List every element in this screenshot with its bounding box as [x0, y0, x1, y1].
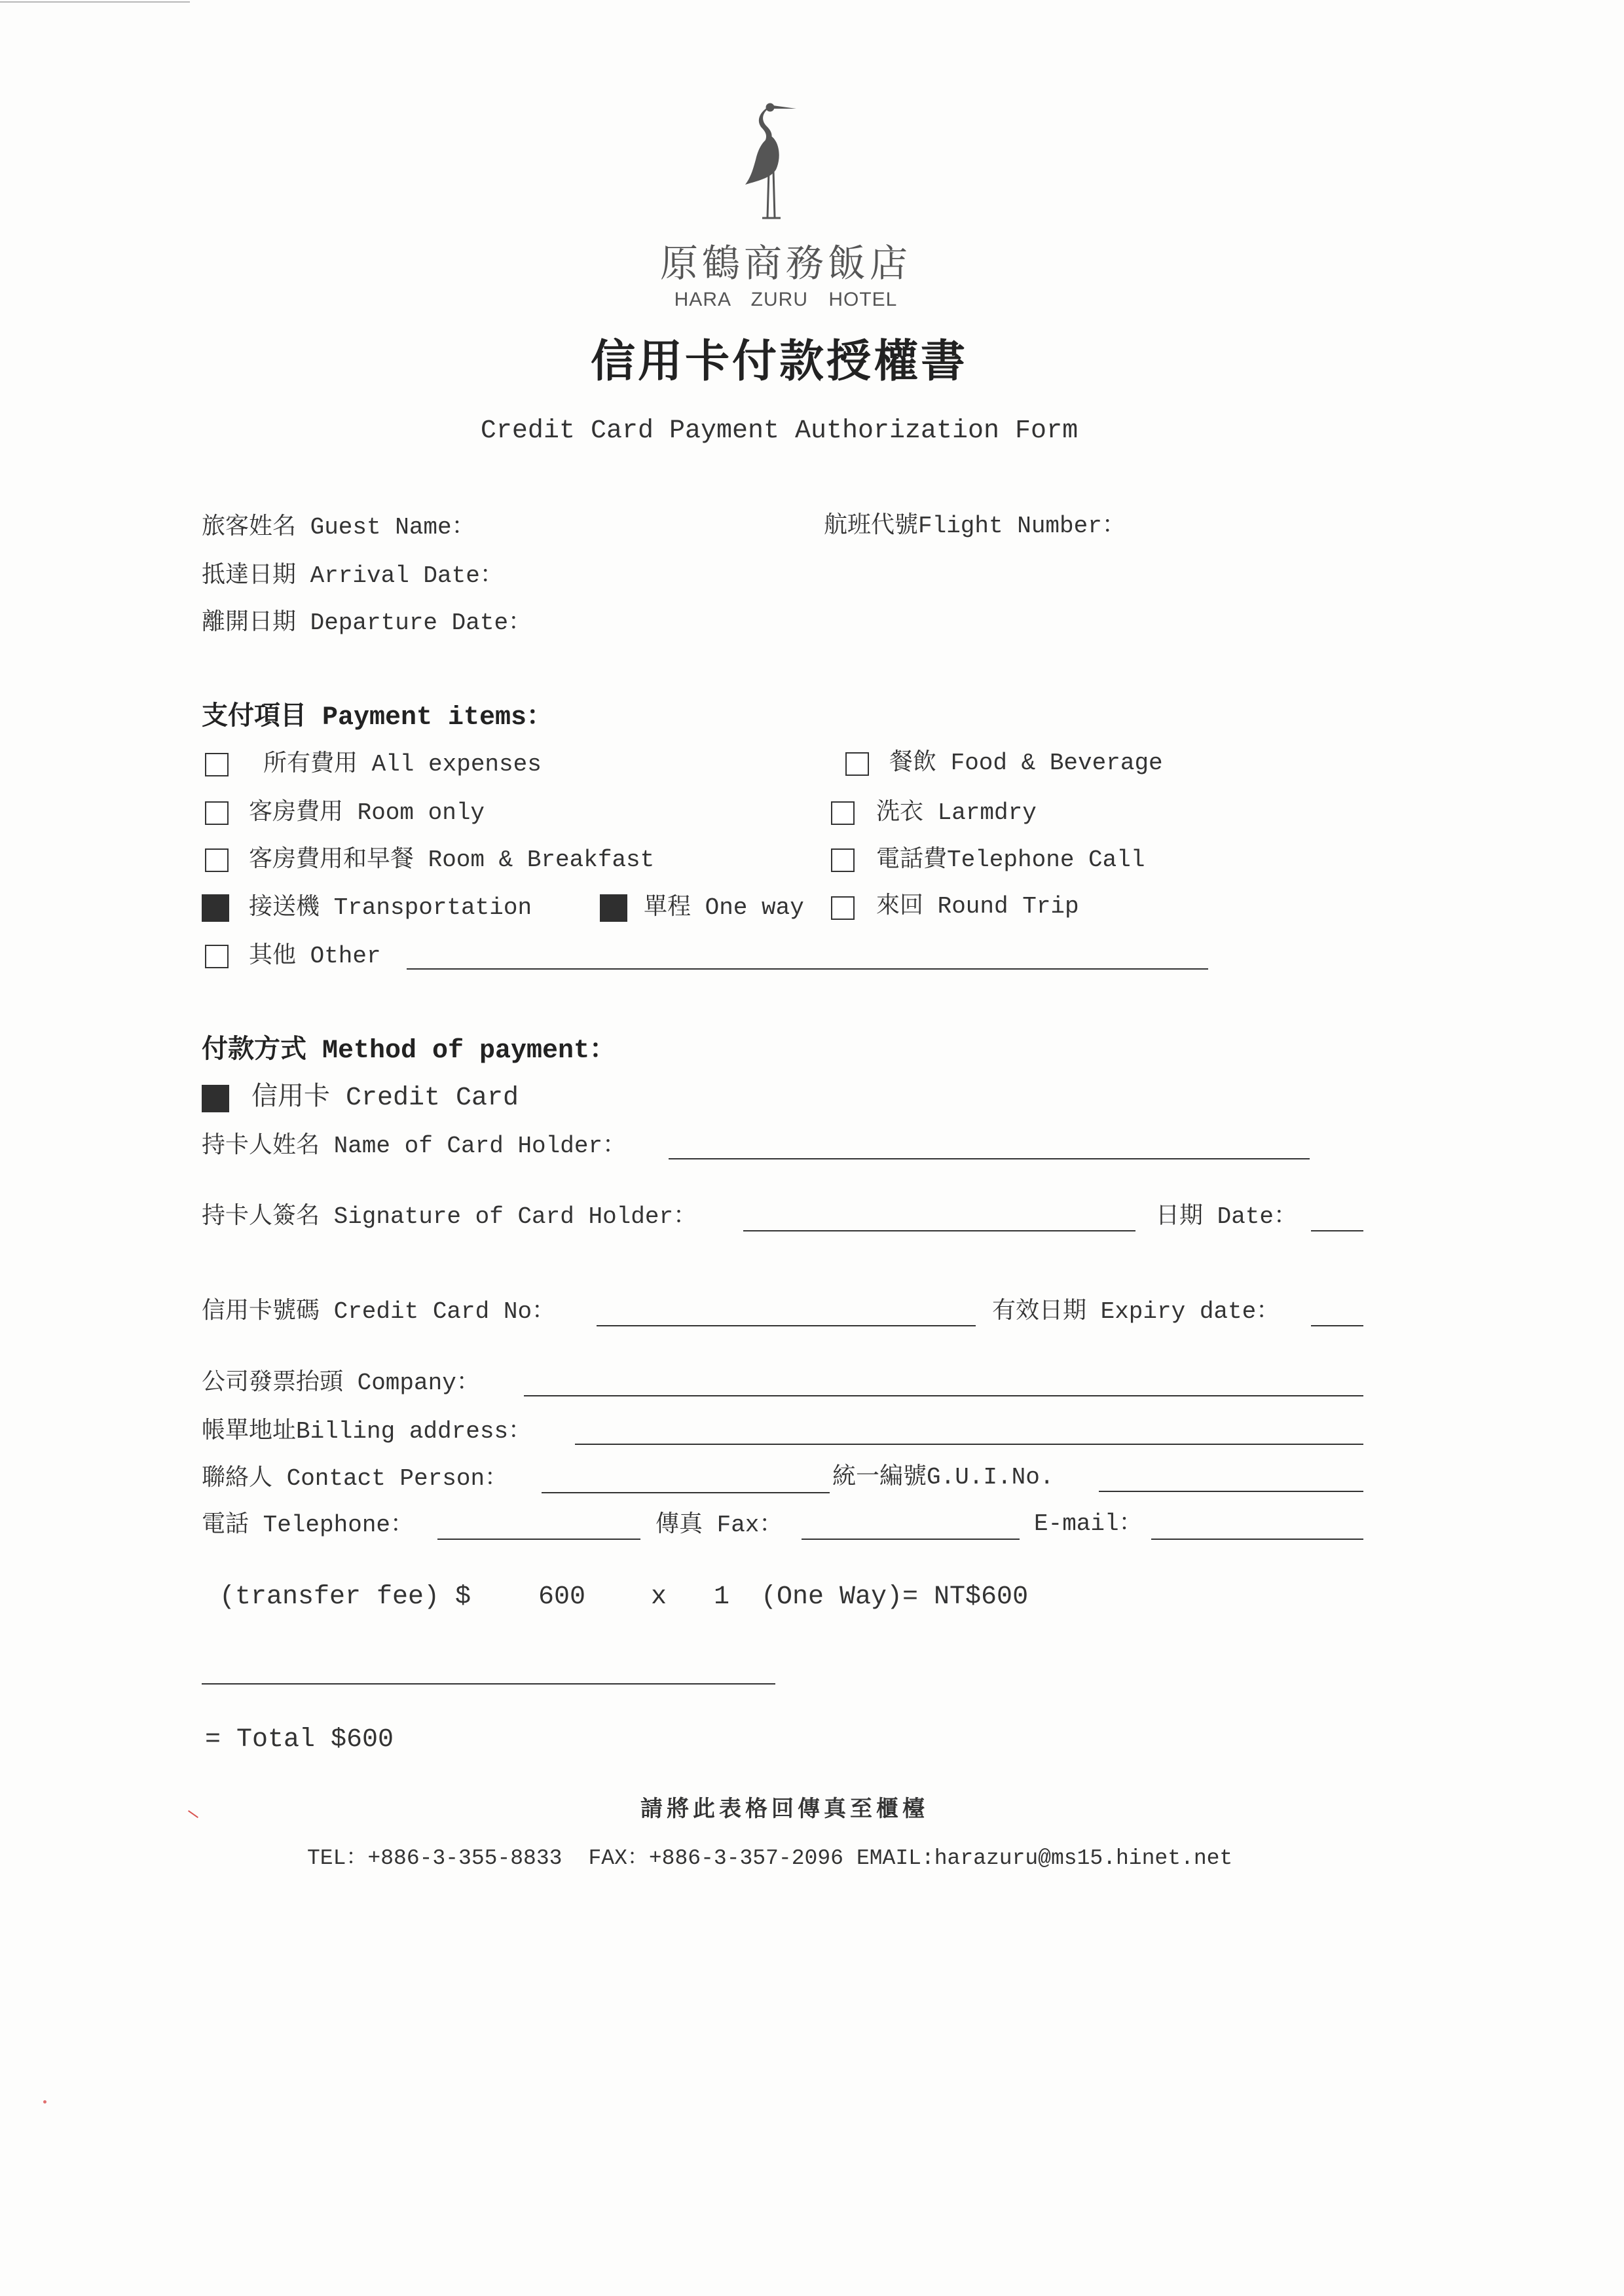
expiry-date-field[interactable] [1311, 1325, 1363, 1326]
card-holder-name-field[interactable] [669, 1158, 1310, 1159]
flight-number-label: 航班代號Flight Number： [824, 513, 1126, 539]
payment-method-heading: 付款方式 Method of payment： [202, 1036, 616, 1066]
email-label: E-mail： [1034, 1510, 1143, 1537]
telephone-field[interactable] [437, 1539, 640, 1540]
checkbox-round-trip[interactable] [831, 896, 855, 920]
card-holder-signature-label: 持卡人簽名 Signature of Card Holder： [202, 1203, 697, 1230]
label-one-way: 單程 One way [644, 894, 804, 921]
card-holder-signature-field[interactable] [743, 1230, 1135, 1231]
label-all-expenses: 所有費用 All expenses [263, 751, 542, 778]
company-label: 公司發票抬頭 Company： [202, 1370, 480, 1396]
checkbox-credit-card[interactable] [202, 1085, 229, 1112]
arrival-date-label: 抵達日期 Arrival Date： [202, 562, 504, 589]
card-number-label: 信用卡號碼 Credit Card No： [202, 1298, 556, 1325]
date-field[interactable] [1311, 1230, 1363, 1231]
checkbox-room-breakfast[interactable] [205, 848, 229, 872]
form-title-en: Credit Card Payment Authorization Form [480, 416, 1079, 446]
footer-tel: TEL：+886-3-355-8833 [307, 1846, 563, 1870]
checkbox-room-only[interactable] [205, 801, 229, 825]
billing-address-field[interactable] [575, 1444, 1363, 1445]
scan-red-dot [43, 2100, 46, 2104]
form-title-zh: 信用卡付款授權書 [590, 337, 969, 386]
fee-result: (One Way)= NT$600 [761, 1582, 1029, 1612]
payment-items-heading: 支付項目 Payment items： [202, 703, 553, 733]
checkbox-food-beverage[interactable] [845, 752, 869, 776]
checkbox-laundry[interactable] [831, 801, 855, 825]
contact-person-label: 聯絡人 Contact Person： [202, 1465, 509, 1492]
billing-address-label: 帳單地址Billing address： [202, 1418, 532, 1445]
checkbox-other[interactable] [205, 945, 229, 968]
other-field[interactable] [407, 968, 1208, 970]
telephone-label: 電話 Telephone： [202, 1512, 415, 1539]
label-round-trip: 來回 Round Trip [876, 893, 1079, 920]
contact-info [307, 1847, 1232, 1870]
checkbox-transportation[interactable] [202, 894, 229, 922]
checkbox-all-expenses[interactable] [205, 753, 229, 776]
fax-field[interactable] [802, 1539, 1020, 1540]
charges-divider [202, 1683, 775, 1685]
checkbox-telephone-call[interactable] [831, 848, 855, 872]
email-field[interactable] [1151, 1539, 1363, 1540]
card-number-field[interactable] [597, 1325, 976, 1326]
quantity: 1 [714, 1582, 730, 1612]
label-credit-card: 信用卡 Credit Card [251, 1084, 519, 1113]
checkbox-one-way[interactable] [600, 894, 627, 922]
scan-edge-mark [0, 1, 190, 3]
departure-date-label: 離開日期 Departure Date： [202, 610, 532, 636]
label-room-breakfast: 客房費用和早餐 Room & Breakfast [249, 847, 655, 873]
card-holder-name-label: 持卡人姓名 Name of Card Holder： [202, 1133, 627, 1159]
contact-person-field[interactable] [542, 1492, 830, 1493]
fax-label: 傳真 Fax： [655, 1512, 783, 1539]
hotel-name-en: HARA ZURU HOTEL [674, 289, 898, 310]
scan-red-mark [188, 1810, 198, 1818]
unit-price: 600 [538, 1582, 586, 1612]
transfer-fee-label: (transfer fee) $ [219, 1582, 471, 1612]
label-telephone-call: 電話費Telephone Call [876, 847, 1145, 873]
gui-number-label: 統一編號G.U.I.No. [832, 1464, 1054, 1491]
label-room-only: 客房費用 Room only [249, 799, 485, 826]
label-food-beverage: 餐飲 Food & Beverage [889, 750, 1163, 776]
company-field[interactable] [524, 1395, 1363, 1396]
footer-email: EMAIL:harazuru@ms15.hinet.net [856, 1846, 1233, 1870]
label-transportation: 接送機 Transportation [249, 894, 532, 921]
heron-logo-icon [739, 100, 799, 225]
date-label: 日期 Date： [1156, 1203, 1298, 1230]
expiry-date-label: 有效日期 Expiry date： [992, 1298, 1280, 1325]
fax-back-instruction: 請將此表格回傳真至櫃檯 [640, 1798, 929, 1823]
total-amount: = Total $600 [205, 1725, 394, 1755]
footer-fax: FAX：+886-3-357-2096 [588, 1846, 843, 1870]
label-other: 其他 Other [249, 943, 381, 970]
multiply-sign: x [651, 1582, 667, 1612]
hotel-name-zh: 原鶴商務飯店 [659, 241, 912, 285]
label-laundry: 洗衣 Larmdry [876, 799, 1037, 826]
gui-number-field[interactable] [1099, 1491, 1363, 1492]
guest-name-label: 旅客姓名 Guest Name： [202, 514, 475, 541]
